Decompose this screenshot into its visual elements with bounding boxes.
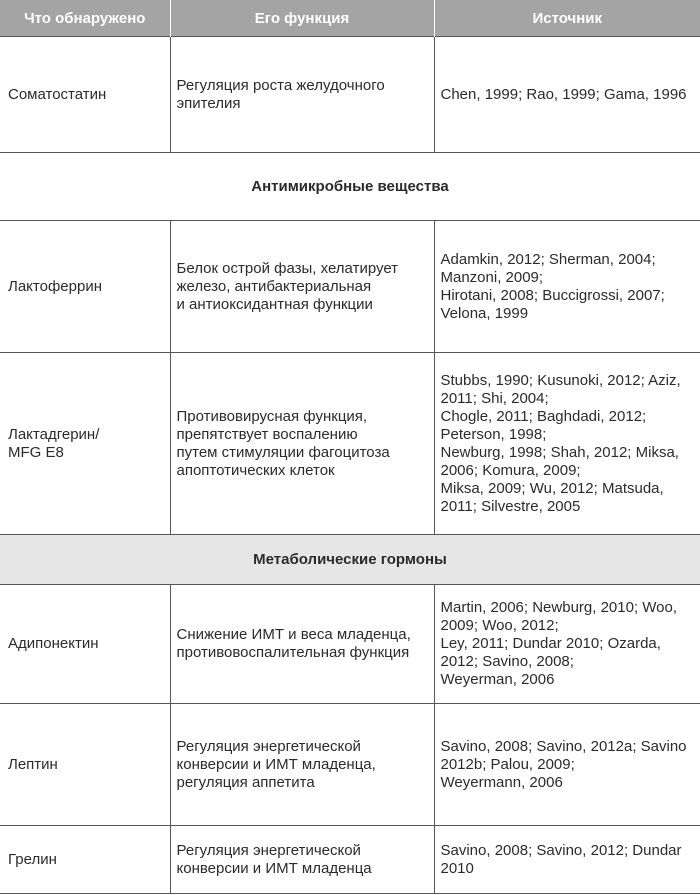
source-line: Peterson, 1998; [440,425,547,443]
substance-name: Соматостатин [0,37,170,153]
source-cell [434,353,700,535]
section-title: Антимикробные вещества [0,153,700,221]
function-line: противовоспалительная функция [176,644,410,661]
source-line: 2010 [440,859,474,877]
function-line: железо, антибактериальная [176,277,372,295]
source-line: Newburg, 1998; Shah, 2012; Miksa, [440,443,679,461]
section-title: Метаболические гормоны [0,535,700,585]
function-cell [170,221,434,353]
table-row [0,826,700,894]
source-line: Adamkin, 2012; Sherman, 2004; [440,250,656,268]
function-line: конверсии и ИМТ младенца [176,859,372,877]
function-line: эпителия [176,94,241,112]
substance-name: Грелин [0,826,170,894]
source-line: Velona, 1999 [440,304,529,322]
source-cell [434,221,700,353]
function-line: Снижение ИМТ и веса младенца, [176,626,411,643]
source-line: Ley, 2011; Dundar 2010; Ozarda, [440,635,661,652]
function-line: Регуляция роста желудочного [176,76,385,94]
function-line: Белок острой фазы, хелатирует [176,259,399,277]
header-source: Источник [434,0,700,37]
source-line: Chogle, 2011; Baghdadi, 2012; [440,407,647,425]
function-line: регуляция аппетита [176,773,315,791]
source-line: Savino, 2008; Savino, 2012a; Savino [440,737,687,755]
function-line: Регуляция энергетической [176,737,361,755]
substance-name-line: Лактадгерин/ [8,425,100,443]
source-line: 2011; Shi, 2004; [440,389,549,407]
section-row [0,535,700,585]
source-line: Miksa, 2009; Wu, 2012; Matsuda, [440,479,664,497]
table-row [0,585,700,704]
source-line: Weyermann, 2006 [440,773,563,791]
source-line: Chen, 1999; Rao, 1999; Gama, 1996 [440,85,687,103]
function-line: путем стимуляции фагоцитоза [176,443,390,461]
function-cell [170,353,434,535]
function-line: и антиоксидантная функции [176,295,373,313]
table-row [0,704,700,826]
function-cell [170,37,434,153]
function-cell [170,585,434,704]
source-line: Stubbs, 1990; Kusunoki, 2012; Aziz, [440,371,681,389]
table-row [0,221,700,353]
header-found: Что обнаружено [0,0,170,37]
source-cell [434,826,700,894]
function-line: конверсии и ИМТ младенца, [176,755,376,773]
substance-name [0,353,170,535]
source-cell [434,704,700,826]
header-row [0,0,700,37]
source-line: 2012; Savino, 2008; [440,653,574,670]
source-line: 2012b; Palou, 2009; [440,755,575,773]
source-line: Weyerman, 2006 [440,671,555,688]
function-cell [170,826,434,894]
function-line: Противовирусная функция, [176,407,368,425]
function-line: препятствует воспалению [176,425,358,443]
function-line: Регуляция энергетической [176,841,361,859]
source-line: Martin, 2006; Newburg, 2010; Woo, [440,599,678,616]
source-line: 2009; Woo, 2012; [440,617,559,634]
source-line: Hirotani, 2008; Buccigrossi, 2007; [440,286,665,304]
substance-name: Адипонектин [0,585,170,704]
source-line: Savino, 2008; Savino, 2012; Dundar [440,841,682,859]
source-cell [434,37,700,153]
function-cell [170,704,434,826]
source-line: Manzoni, 2009; [440,268,544,286]
section-row [0,153,700,221]
substance-name: Лептин [0,704,170,826]
header-function: Его функция [170,0,434,37]
source-cell [434,585,700,704]
table-row [0,37,700,153]
source-line: 2011; Silvestre, 2005 [440,497,581,515]
source-line: 2006; Komura, 2009; [440,461,581,479]
table-row [0,353,700,535]
function-line: апоптотических клеток [176,461,335,479]
substance-name-line: MFG E8 [8,443,64,461]
substance-name: Лактоферрин [0,221,170,353]
